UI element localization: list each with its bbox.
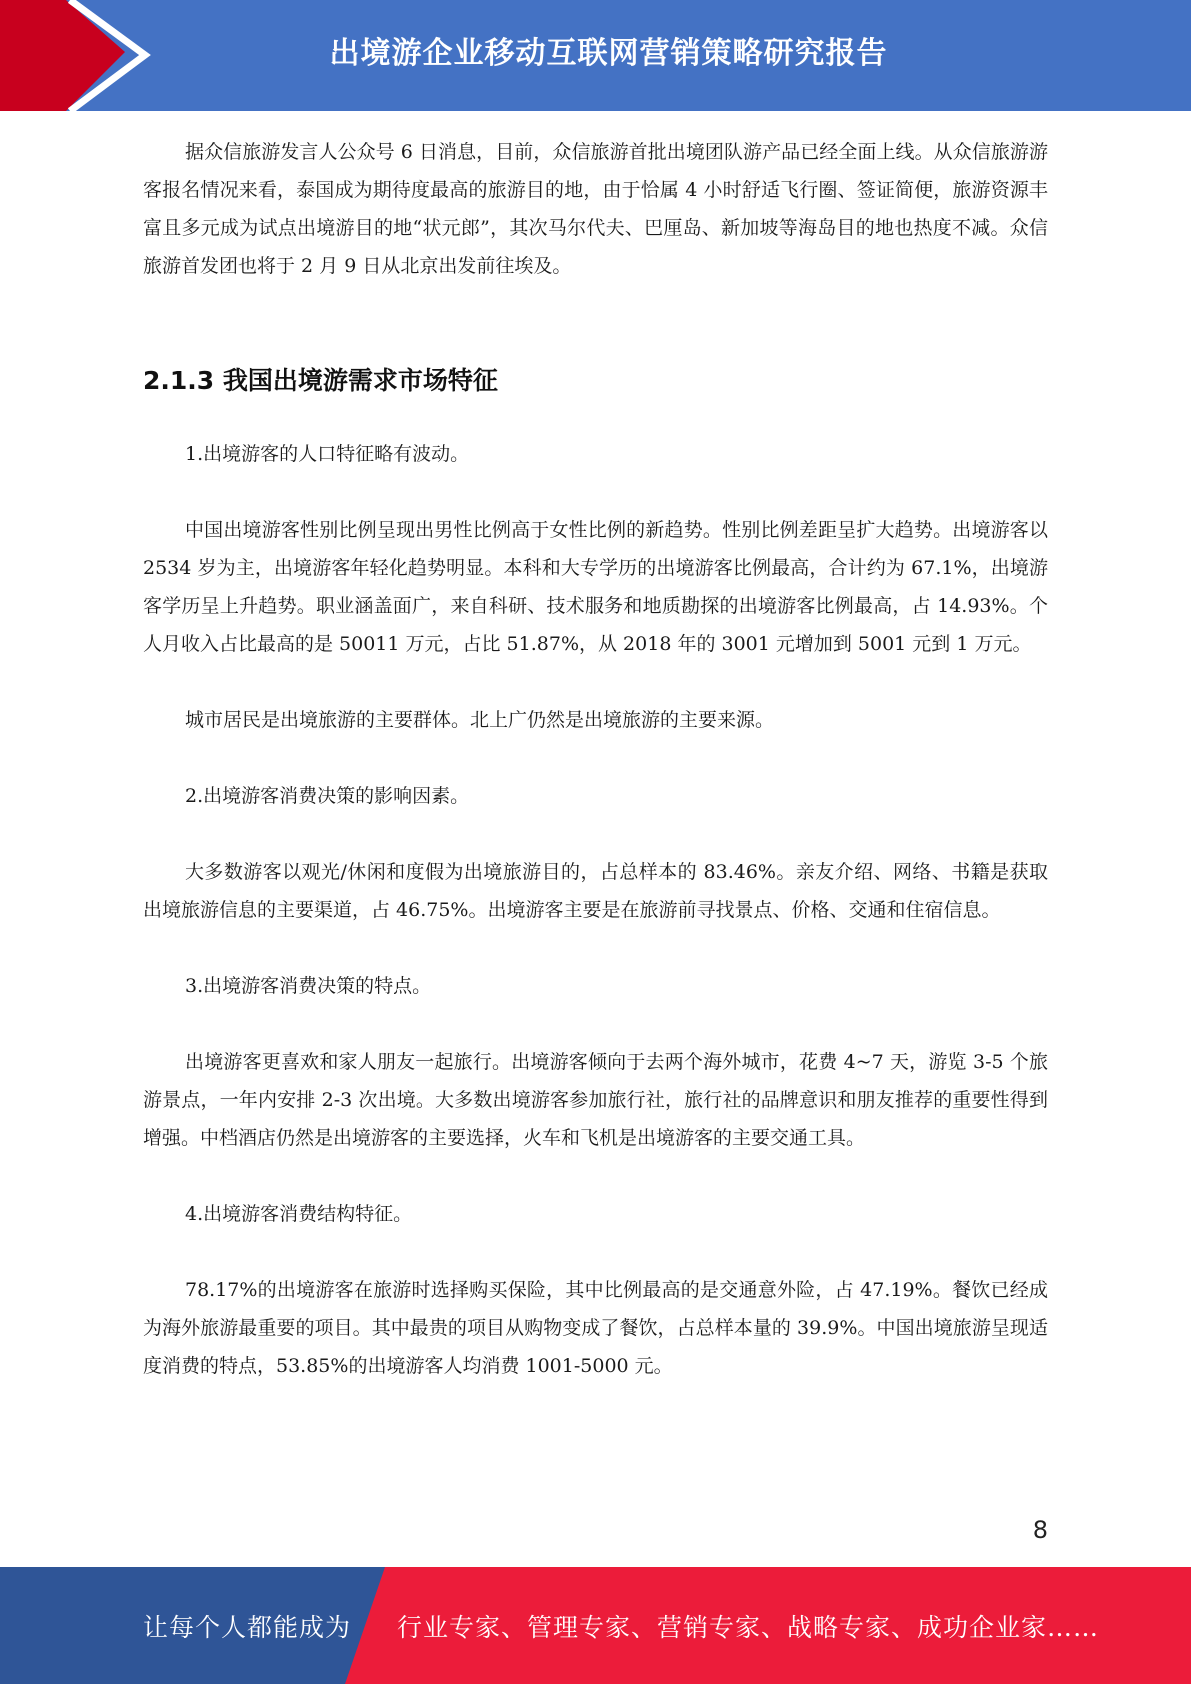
item-2-title: 2.出境游客消费决策的影响因素。 (185, 785, 470, 807)
item-3-title: 3.出境游客消费决策的特点。 (185, 975, 432, 997)
footer-slogan-right: 行业专家、管理专家、营销专家、战略专家、成功企业家…… (397, 1612, 1100, 1642)
footer-slogan-left: 让每个人都能成为 (143, 1612, 352, 1642)
item-4-title: 4.出境游客消费结构特征。 (185, 1203, 413, 1225)
item-1-paragraph-2: 城市居民是出境旅游的主要群体。北上广仍然是出境旅游的主要来源。 (185, 709, 775, 731)
page-header (0, 0, 1191, 111)
page-footer (0, 1567, 1191, 1684)
page-number: 8 (1032, 1516, 1048, 1544)
page-content (143, 133, 1048, 1385)
item-1-title: 1.出境游客的人口特征略有波动。 (185, 443, 470, 465)
section-heading: 2.1.3 我国出境游需求市场特征 (143, 366, 498, 395)
intro-paragraph: 据众信旅游发言人公众号 6 日消息，目前，众信旅游首批出境团队游产品已经全面上线。从众信旅游游客报名情况来看，泰国成为期待度最高的旅游目的地，由于恰属 4 小时舒适飞行圈、签证简便，旅游资源丰富且多元成为试点出境游目的地“状元郎”，其次马尔代夫、巴厘岛、新加坡等海岛目的地也热度不减。众信旅游首发团也将于 2 月 9 日从北京出发前往埃及。 (143, 141, 1048, 277)
item-2-paragraph: 大多数游客以观光/休闲和度假为出境旅游目的，占总样本的 83.46%。亲友介绍、网络、书籍是获取出境旅游信息的主要渠道，占 46.75%。出境游客主要是在旅游前寻找景点、价格、交通和住宿信息。 (143, 861, 1048, 921)
item-4-paragraph: 78.17%的出境游客在旅游时选择购买保险，其中比例最高的是交通意外险，占 47.19%。餐饮已经成为海外旅游最重要的项目。其中最贵的项目从购物变成了餐饮，占总样本量的 39.9%。中国出境旅游呈现适度消费的特点，53.85%的出境游客人均消费 1001-5000 元。 (143, 1279, 1048, 1377)
document-title: 出境游企业移动互联网营销策略研究报告 (329, 36, 888, 71)
item-3-paragraph: 出境游客更喜欢和家人朋友一起旅行。出境游客倾向于去两个海外城市，花费 4~7 天，游览 3-5 个旅游景点，一年内安排 2-3 次出境。大多数出境游客参加旅行社，旅行社的品牌意识和朋友推荐的重要性得到增强。中档酒店仍然是出境游客的主要选择，火车和飞机是出境游客的主要交通工具。 (143, 1051, 1048, 1149)
item-1-paragraph-1: 中国出境游客性别比例呈现出男性比例高于女性比例的新趋势。性别比例差距呈扩大趋势。出境游客以 2534 岁为主，出境游客年轻化趋势明显。本科和大专学历的出境游客比例最高，合计约为 67.1%，出境游客学历呈上升趋势。职业涵盖面广，来自科研、技术服务和地质勘探的出境游客比例最高，占 14.93%。个人月收入占比最高的是 50011 万元，占比 51.87%，从 2018 年的 3001 元增加到 5001 元到 1 万元。 (143, 519, 1048, 655)
